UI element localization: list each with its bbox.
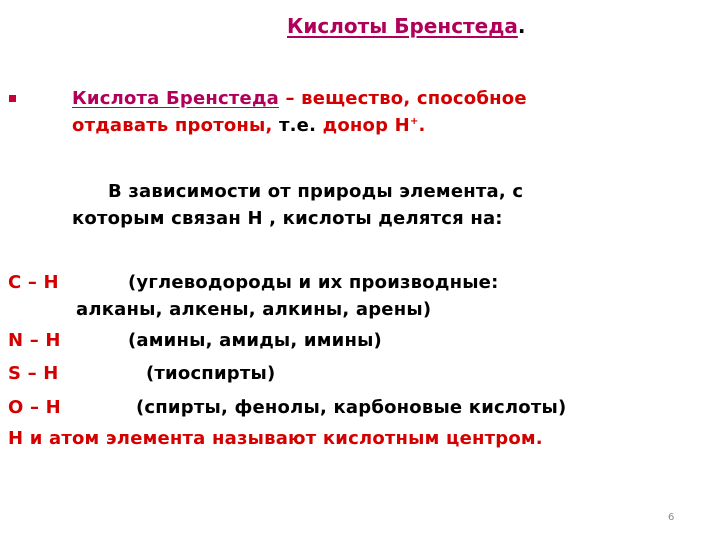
bond-description: (тиоспирты) [146, 363, 276, 384]
definition-end: . [418, 115, 426, 136]
definition-text-2: т.е. [272, 115, 323, 136]
bond-description: (углеводороды и их производные: [128, 272, 499, 293]
class-row-ch [8, 272, 499, 294]
class-row-sh [8, 363, 275, 385]
conclusion: Н и атом элемента называют кислотным центром. [8, 428, 543, 449]
intro-line-2: которым связан Н , кислоты делятся на: [72, 208, 503, 229]
page-number: 6 [668, 512, 675, 523]
definition-superscript: + [409, 116, 419, 127]
intro-line-1: В зависимости от природы элемента, с [108, 181, 524, 202]
definition-text-1: – вещество, способное [279, 88, 527, 109]
class-row-oh [8, 397, 566, 419]
definition-line-1 [72, 88, 527, 110]
definition-line-2 [72, 115, 426, 137]
class-row-nh [8, 330, 382, 352]
bond-label: N – H [8, 330, 61, 351]
bond-label: S – H [8, 363, 59, 384]
slide-title [287, 14, 525, 38]
bond-label: O – H [8, 397, 61, 418]
bond-label: С – Н [8, 272, 59, 293]
title-text: Кислоты Бренстеда [287, 14, 518, 38]
class-row-ch-continued [76, 299, 431, 321]
definition-term: Кислота Бренстеда [72, 88, 280, 109]
definition-donor: донор Н [322, 115, 410, 136]
bond-description: (амины, амиды, имины) [128, 330, 382, 351]
bond-description: (спирты, фенолы, карбоновые кислоты) [136, 397, 567, 418]
definition-red-part: отдавать протоны, [72, 115, 273, 136]
bond-description: алканы, алкены, алкины, арены) [76, 299, 432, 320]
title-dot: . [517, 14, 526, 38]
bullet-marker [9, 95, 16, 102]
